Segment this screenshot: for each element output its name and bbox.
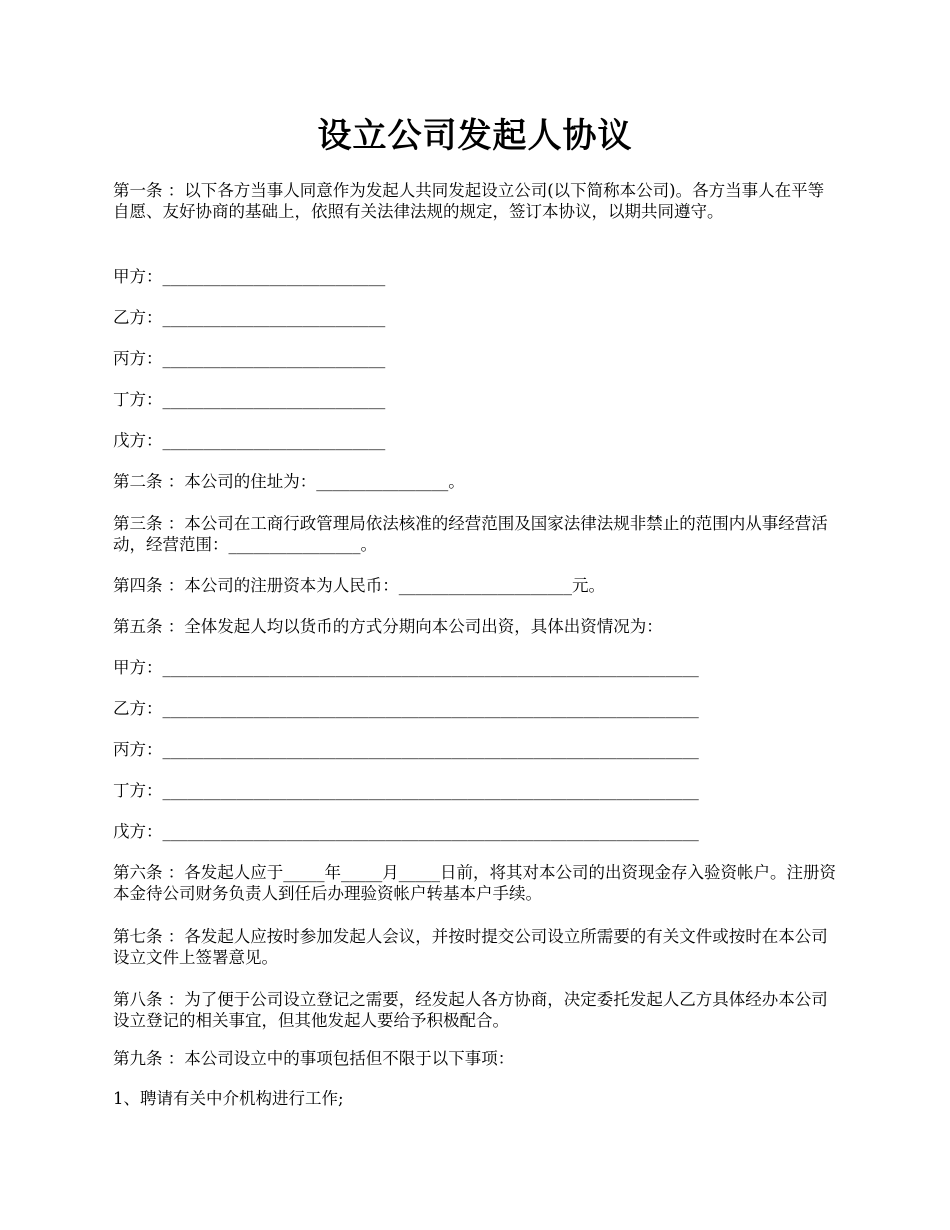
party-c-line: 丙方：___________________________: [113, 349, 386, 368]
party-d-line: 丁方：___________________________: [113, 390, 386, 409]
article-8: 第八条 ：为了便于公司设立登记之需要，经发起人各方协商，决定委托发起人乙方具体经办本公司设立登记的相关事宜，但其他发起人要给予积极配合。: [113, 990, 828, 1030]
contribution-party-c: 丙方：_________________________________________________________________: [113, 740, 699, 759]
contribution-party-b: 乙方：_________________________________________________________________: [113, 699, 699, 718]
article-6: 第六条 ：各发起人应于_____年_____月_____日前，将其对本公司的出资现金存入验资帐户。注册资本金待公司财务负责人到任后办理验资帐户转基本户手续。: [113, 863, 836, 903]
party-a-line: 甲方：___________________________: [113, 267, 386, 286]
article-5: 第五条 ：全体发起人均以货币的方式分期向本公司出资，具体出资情况为：: [113, 617, 663, 636]
article-9: 第九条 ：本公司设立中的事项包括但不限于以下事项：: [113, 1049, 515, 1068]
article-9-item-1: 1、聘请有关中介机构进行工作;: [113, 1089, 344, 1108]
party-e-line: 戊方：___________________________: [113, 431, 386, 450]
contribution-party-e: 戊方：_________________________________________________________________: [113, 822, 699, 841]
contribution-party-d: 丁方：_________________________________________________________________: [113, 781, 699, 800]
article-4: 第四条 ：本公司的注册资本为人民币：_____________________元。: [113, 576, 605, 595]
contribution-party-a: 甲方：_________________________________________________________________: [113, 658, 699, 677]
party-b-line: 乙方：___________________________: [113, 308, 386, 327]
document-title: 设立公司发起人协议: [317, 116, 633, 156]
article-1: 第一条 ：以下各方当事人同意作为发起人共同发起设立公司(以下简称本公司)。各方当事人在平等自愿、友好协商的基础上，依照有关法律法规的规定，签订本协议，以期共同遵守。: [113, 181, 825, 221]
article-7: 第七条 ：各发起人应按时参加发起人会议，并按时提交公司设立所需要的有关文件或按时在本公司设立文件上签署意见。: [113, 927, 828, 967]
article-3: 第三条 ：本公司在工商行政管理局依法核准的经营范围及国家法律法规非禁止的范围内从事经营活动，经营范围：________________。: [113, 514, 828, 554]
article-2: 第二条 ：本公司的住址为：________________。: [113, 472, 465, 491]
